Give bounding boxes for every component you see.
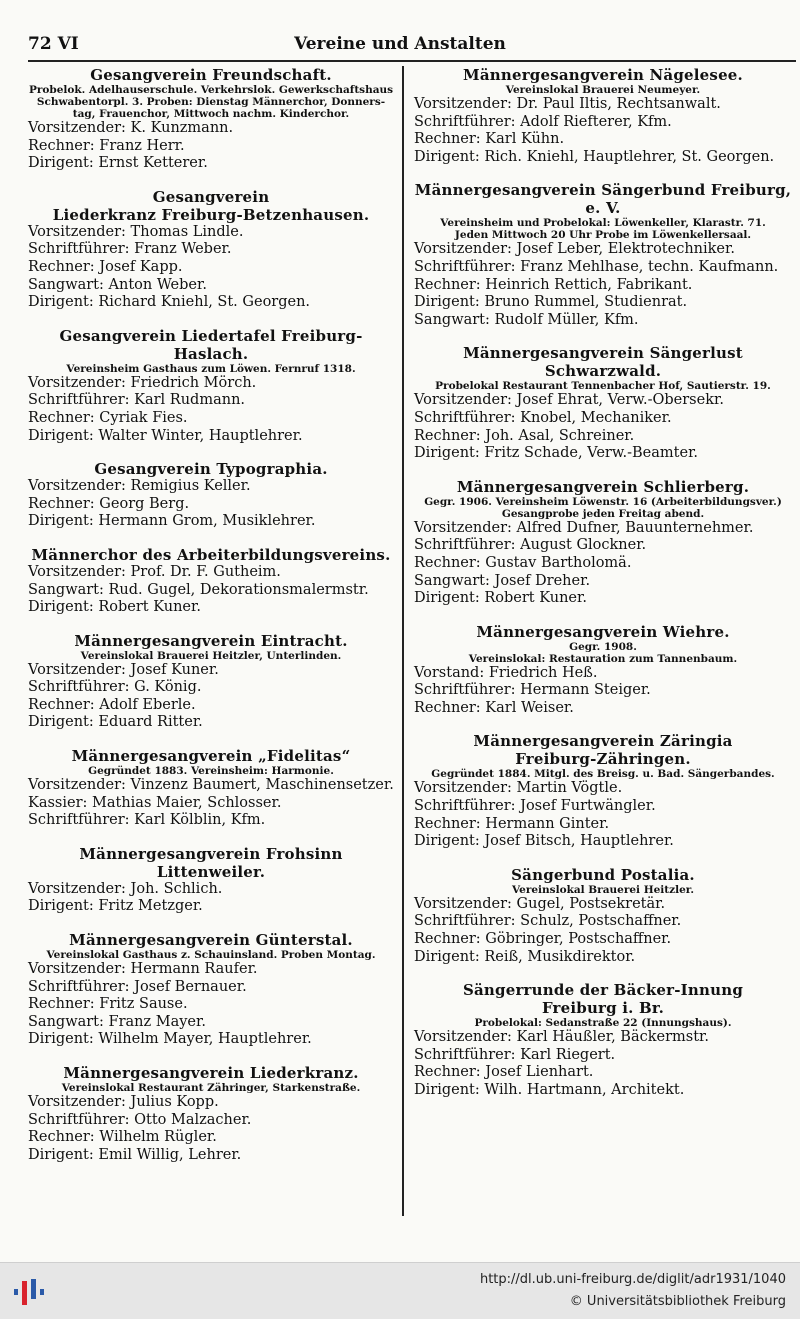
club-name: Männergesangverein Nägelesee. — [463, 66, 743, 84]
club-name: Männergesangverein Liederkranz. — [63, 1064, 359, 1082]
officer-line: Vorsitzender: Vinzenz Baumert, Maschinensetzer. — [28, 777, 394, 794]
officer-line: Dirigent: Eduard Ritter. — [28, 714, 203, 731]
officer-line: Dirigent: Richard Kniehl, St. Georgen. — [28, 294, 311, 311]
club-entry — [28, 188, 394, 312]
ub-freiburg-logo-icon — [10, 1275, 50, 1309]
officer-line: Rechner: Joh. Asal, Schreiner. — [414, 427, 635, 444]
page-title: Vereine und Anstalten — [294, 34, 506, 54]
page-number: 72 VI — [28, 34, 79, 54]
club-name-continued: Liederkranz Freiburg-Betzenhausen. — [52, 205, 370, 224]
club-entry — [28, 546, 394, 617]
officer-line: Dirigent: Bruno Rummel, Studienrat. — [414, 294, 688, 311]
right-column — [414, 66, 792, 1115]
club-info: Gegr. 1906. Vereinsheim Löwenstr. 16 (Arbeiterbildungsver.) — [424, 495, 782, 508]
officer-line: Vorsitzender: Thomas Lindle. — [28, 223, 244, 240]
officer-line: Vorstand: Friedrich Heß. — [414, 664, 598, 681]
club-entry — [414, 981, 792, 1099]
officer-line: Rechner: Josef Lienhart. — [414, 1064, 594, 1081]
left-column — [28, 66, 394, 1179]
club-name: Männergesangverein Eintracht. — [74, 631, 348, 650]
officer-line: Schriftführer: August Glockner. — [414, 537, 647, 554]
officer-line: Vorsitzender: Josef Kuner. — [28, 661, 219, 678]
club-name: Männergesangverein Sängerlust — [463, 344, 743, 363]
club-info: Vereinslokal Brauerei Heitzler. — [511, 883, 694, 896]
officer-line: Schriftführer: Adolf Riefterer, Kfm. — [414, 113, 672, 130]
officer-line: Vorsitzender: Josef Leber, Elektrotechniker. — [414, 241, 735, 258]
club-entry — [414, 478, 792, 608]
officer-line: Dirigent: Rich. Kniehl, Hauptlehrer, St. Georgen. — [414, 148, 775, 165]
club-name: Sängerbund Postalia. — [511, 865, 695, 884]
club-name: Männergesangverein Schlierberg. — [456, 477, 750, 496]
officer-line: Dirigent: Josef Bitsch, Hauptlehrer. — [414, 833, 674, 850]
officer-line: Sangwart: Rudolf Müller, Kfm. — [414, 311, 639, 328]
officer-line: Rechner: Wilhelm Rügler. — [28, 1129, 217, 1146]
club-entry — [28, 931, 394, 1049]
club-info: Jeden Mittwoch 20 Uhr Probe im Löwenkellersaal. — [454, 229, 752, 242]
officer-line: Rechner: Cyriak Fies. — [28, 409, 188, 426]
club-entry — [28, 747, 394, 830]
club-info: Gegr. 1908. — [569, 640, 637, 653]
officer-line: Rechner: Gustav Bartholomä. — [414, 554, 632, 571]
officer-line: Dirigent: Fritz Metzger. — [28, 898, 203, 915]
officer-line: Schriftführer: Franz Weber. — [28, 241, 232, 258]
club-info: Schwabentorpl. 3. Proben: Dienstag Männerchor, Donners- — [36, 96, 386, 108]
officer-line: Dirigent: Robert Kuner. — [414, 590, 587, 607]
officer-line: Vorsitzender: Karl Häußler, Bäckermstr. — [414, 1029, 709, 1046]
club-info: Probelokal: Sedanstraße 22 (Innungshaus). — [474, 1017, 732, 1030]
officer-line: Dirigent: Walter Winter, Hauptlehrer. — [28, 427, 303, 444]
club-name: Männerchor des Arbeiterbildungsvereins. — [31, 545, 391, 564]
officer-line: Vorsitzender: Dr. Paul Iltis, Rechtsanwalt. — [414, 96, 721, 112]
officer-line: Rechner: Hermann Ginter. — [414, 815, 610, 832]
club-info: Probelok. Adelhauserschule. Verkehrslok. Gewerkschaftshaus — [28, 84, 394, 96]
officer-line: Rechner: Georg Berg. — [28, 495, 190, 512]
club-name-continued: Freiburg-Zähringen. — [515, 750, 691, 769]
officer-line: Sangwart: Anton Weber. — [28, 276, 207, 293]
club-name: Gesangverein Typographia. — [94, 460, 328, 479]
officer-line: Rechner: Fritz Sause. — [28, 996, 188, 1013]
officer-line: Vorsitzender: Josef Ehrat, Verw.-Obersekr. — [414, 392, 724, 409]
club-info: Probelokal Restaurant Tennenbacher Hof, Sautierstr. 19. — [435, 380, 771, 393]
officer-line: Dirigent: Reiß, Musikdirektor. — [414, 948, 636, 965]
officer-line: Kassier: Mathias Maier, Schlosser. — [28, 794, 282, 811]
officer-line: Schriftführer: Karl Kölblin, Kfm. — [28, 812, 266, 829]
header-rule — [28, 60, 796, 62]
club-info: Gegründet 1884. Mitgl. des Breisg. u. Bad. Sängerbandes. — [431, 768, 775, 781]
club-info: Gesangprobe jeden Freitag abend. — [501, 507, 705, 520]
officer-line: Schriftführer: Josef Furtwängler. — [414, 798, 656, 815]
officer-line: Rechner: Franz Herr. — [28, 137, 185, 154]
officer-line: Vorsitzender: Alfred Dufner, Bauunternehmer. — [414, 519, 754, 536]
officer-line: Schriftführer: Hermann Steiger. — [414, 682, 651, 699]
officer-line: Sangwart: Josef Dreher. — [414, 572, 591, 589]
club-info: Gegründet 1883. Vereinsheim: Harmonie. — [88, 765, 334, 778]
officer-line: Vorsitzender: Hermann Raufer. — [28, 961, 258, 978]
club-info: tag, Frauenchor, Mittwoch nachm. Kinderchor. — [72, 108, 350, 120]
officer-line: Dirigent: Wilh. Hartmann, Architekt. — [414, 1082, 685, 1098]
club-info: Vereinslokal: Restauration zum Tannenbaum. — [468, 652, 738, 665]
club-entry — [28, 66, 394, 173]
club-name: Männergesangverein Zäringia — [473, 732, 733, 751]
officer-line: Schriftführer: Knobel, Mechaniker. — [414, 409, 672, 426]
club-info: Vereinslokal Restaurant Zähringer, Starkenstraße. — [61, 1082, 361, 1094]
officer-line: Vorsitzender: Joh. Schlich. — [28, 880, 223, 897]
officer-line: Dirigent: Fritz Schade, Verw.-Beamter. — [414, 445, 699, 462]
officer-line: Schriftführer: Franz Mehlhase, techn. Kaufmann. — [414, 258, 779, 275]
club-info: Vereinslokal Brauerei Heitzler, Unterlinden. — [80, 649, 342, 662]
club-name: Männergesangverein Wiehre. — [476, 622, 730, 641]
officer-line: Rechner: Karl Weiser. — [414, 699, 574, 716]
club-name-continued: Schwarzwald. — [544, 362, 662, 381]
club-entry — [414, 181, 792, 329]
officer-line: Vorsitzender: Friedrich Mörch. — [28, 374, 257, 391]
officer-line: Rechner: Josef Kapp. — [28, 258, 183, 275]
officer-line: Sangwart: Rud. Gugel, Dekorationsmalermstr. — [28, 581, 369, 598]
club-entry — [28, 460, 394, 531]
officer-line: Dirigent: Robert Kuner. — [28, 599, 201, 616]
club-info: Vereinslokal Brauerei Neumeyer. — [505, 84, 701, 96]
club-name: Sängerrunde der Bäcker-Innung — [462, 981, 744, 1000]
officer-line: Schriftführer: Karl Rudmann. — [28, 392, 246, 409]
officer-line: Vorsitzender: Remigius Keller. — [28, 478, 251, 495]
club-entry — [414, 344, 792, 462]
club-entry — [414, 66, 792, 166]
officer-line: Dirigent: Emil Willig, Lehrer. — [28, 1146, 242, 1163]
officer-line: Dirigent: Hermann Grom, Musiklehrer. — [28, 513, 316, 530]
officer-line: Dirigent: Ernst Ketterer. — [28, 155, 208, 172]
club-name: Gesangverein Liedertafel Freiburg-Haslach. — [59, 326, 363, 363]
club-entry — [28, 1064, 394, 1164]
officer-line: Rechner: Karl Kühn. — [414, 131, 565, 148]
club-info: Vereinslokal Gasthaus z. Schauinsland. Proben Montag. — [46, 949, 376, 962]
footer-url-link[interactable]: http://dl.ub.uni-freiburg.de/diglit/adr1931/1040 — [479, 1272, 786, 1287]
officer-line: Vorsitzender: Gugel, Postsekretär. — [414, 895, 666, 912]
library-footer — [0, 1262, 800, 1319]
club-entry — [414, 866, 792, 966]
club-name-continued: Freiburg i. Br. — [541, 999, 665, 1018]
footer-copyright: © Universitätsbibliothek Freiburg — [569, 1294, 786, 1309]
officer-line: Vorsitzender: Julius Kopp. — [28, 1094, 219, 1110]
club-entry — [28, 327, 394, 445]
officer-line: Vorsitzender: Martin Vögtle. — [414, 780, 623, 797]
officer-line: Rechner: Adolf Eberle. — [28, 696, 196, 713]
officer-line: Schriftführer: Schulz, Postschaffner. — [414, 913, 682, 930]
club-name: Männergesangverein Günterstal. — [69, 931, 353, 950]
officer-line: Schriftführer: Otto Malzacher. — [28, 1111, 252, 1128]
club-name: Männergesangverein Sängerbund Freiburg, e. V. — [414, 181, 792, 218]
club-entry — [28, 632, 394, 732]
officer-line: Dirigent: Wilhelm Mayer, Hauptlehrer. — [28, 1031, 312, 1048]
club-name: Gesangverein — [152, 187, 270, 206]
club-entry — [414, 623, 792, 718]
officer-line: Schriftführer: Karl Riegert. — [414, 1046, 616, 1063]
club-name: Männergesangverein Frohsinn Littenweiler. — [79, 844, 343, 881]
club-name: Gesangverein Freundschaft. — [90, 66, 332, 84]
officer-line: Rechner: Göbringer, Postschaffner. — [414, 931, 672, 948]
column-divider — [402, 66, 404, 1216]
officer-line: Vorsitzender: Prof. Dr. F. Gutheim. — [28, 563, 281, 580]
club-entry — [28, 845, 394, 916]
club-info: Vereinsheim Gasthaus zum Löwen. Fernruf 1318. — [66, 362, 356, 375]
officer-line: Rechner: Heinrich Rettich, Fabrikant. — [414, 276, 693, 293]
club-info: Vereinsheim und Probelokal: Löwenkeller, Klarastr. 71. — [440, 217, 766, 230]
club-name: Männergesangverein „Fidelitas“ — [71, 747, 351, 766]
officer-line: Vorsitzender: K. Kunzmann. — [28, 120, 234, 136]
officer-line: Schriftführer: Josef Bernauer. — [28, 978, 247, 995]
officer-line: Sangwart: Franz Mayer. — [28, 1013, 206, 1030]
club-entry — [414, 732, 792, 850]
officer-line: Schriftführer: G. König. — [28, 679, 202, 696]
